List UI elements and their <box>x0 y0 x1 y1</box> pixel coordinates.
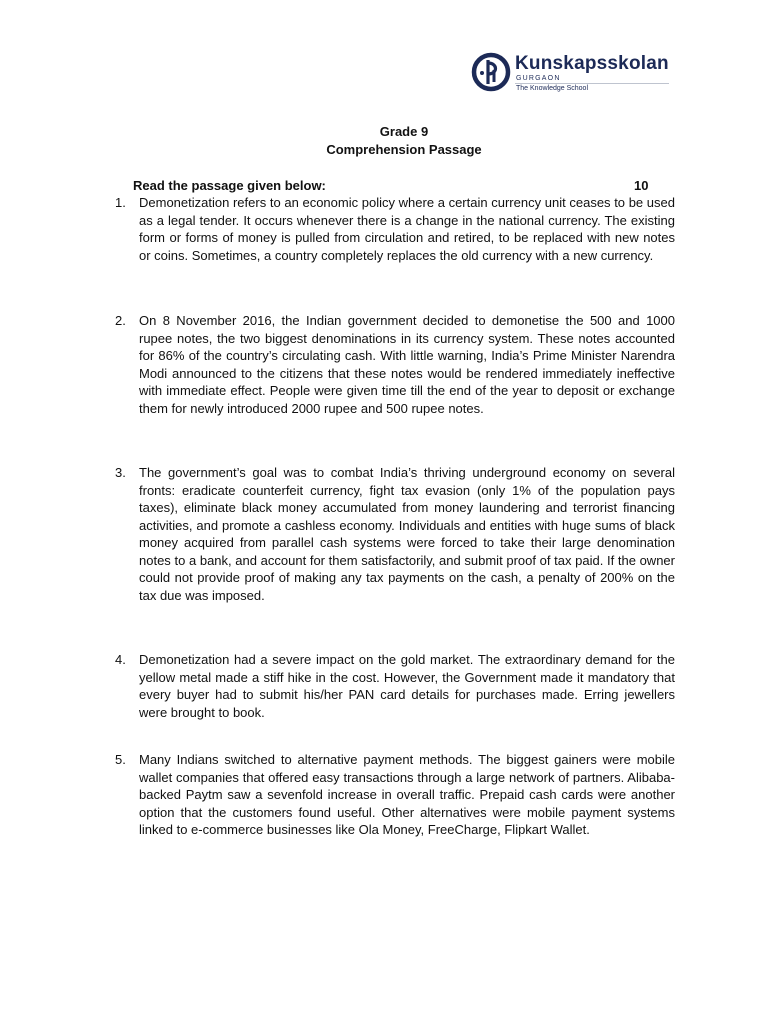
logo-name: Kunskapsskolan <box>515 53 669 74</box>
marks-value: 10 <box>634 178 649 193</box>
paragraph-number: 5. <box>115 752 126 767</box>
paragraph-text: Many Indians switched to alternative payment methods. The biggest gainers were mobile wallet companies that offered easy transactions through a large network of partners. Alibaba-backed Paytm saw a sevenfold increase in overall traffic. Prepaid cash cards were another option that the customers found useful. Other alternatives were mobile payment systems linked to e-commerce businesses like Ola Money, FreeCharge, Flipkart Wallet. <box>139 752 675 837</box>
logo-divider <box>515 83 669 84</box>
paragraph-1 <box>115 194 675 264</box>
logo-city: GURGAON <box>516 75 561 82</box>
paragraph-4 <box>115 651 675 721</box>
paragraph-text: On 8 November 2016, the Indian government decided to demonetise the 500 and 1000 rupee notes, the two biggest denominations in its currency system. These notes accounted for 86% of the country’s circulating cash. With little warning, India’s Prime Minister Narendra Modi announced to the citizens that these notes would be rendered immediately ineffective with immediate effect. People were given time till the end of the year to deposit or exchange them for newly introduced 2000 rupee and 500 rupee notes. <box>139 313 675 416</box>
passage-heading: Comprehension Passage <box>326 142 482 157</box>
paragraph-number: 3. <box>115 465 126 480</box>
instruction-text: Read the passage given below: <box>133 178 326 193</box>
logo-tagline: The Knowledge School <box>516 85 588 92</box>
paragraph-text: The government’s goal was to combat India’s thriving underground economy on several fronts: eradicate counterfeit currency, fight tax evasion (only 1% of the population pays taxes), eliminate black money accumulated from money laundering and terrorist financing activities, and promote a cashless economy. Individuals and entities with huge sums of black money acquired from parallel cash systems were forced to take their large denomination notes to a bank, and account for them satisfactorily, and submit proof of tax paid. If the owner could not provide proof of making any tax payments on the cash, a penalty of 200% on the tax due was imposed. <box>139 465 675 603</box>
paragraph-text: Demonetization had a severe impact on the gold market. The extraordinary demand for the yellow metal made a stiff hike in the cost. However, the Government made it mandatory that every buyer had to submit his/her PAN card details for purchases made. Erring jewellers were brought to book. <box>139 652 675 720</box>
paragraph-2 <box>115 312 675 417</box>
kunskapsskolan-logo-icon <box>471 52 511 92</box>
paragraph-number: 4. <box>115 652 126 667</box>
paragraph-text: Demonetization refers to an economic policy where a certain currency unit ceases to be used as a legal tender. It occurs whenever there is a change in the national currency. The existing form or forms of money is pulled from circulation and retired, to be replaced with new notes or coins. Sometimes, a country completely replaces the old currency with a new currency. <box>139 195 675 263</box>
paragraph-3 <box>115 464 675 604</box>
paragraph-number: 1. <box>115 195 126 210</box>
grade-heading: Grade 9 <box>379 124 429 139</box>
paragraph-number: 2. <box>115 313 126 328</box>
paragraph-5 <box>115 751 675 839</box>
school-logo <box>471 52 671 98</box>
